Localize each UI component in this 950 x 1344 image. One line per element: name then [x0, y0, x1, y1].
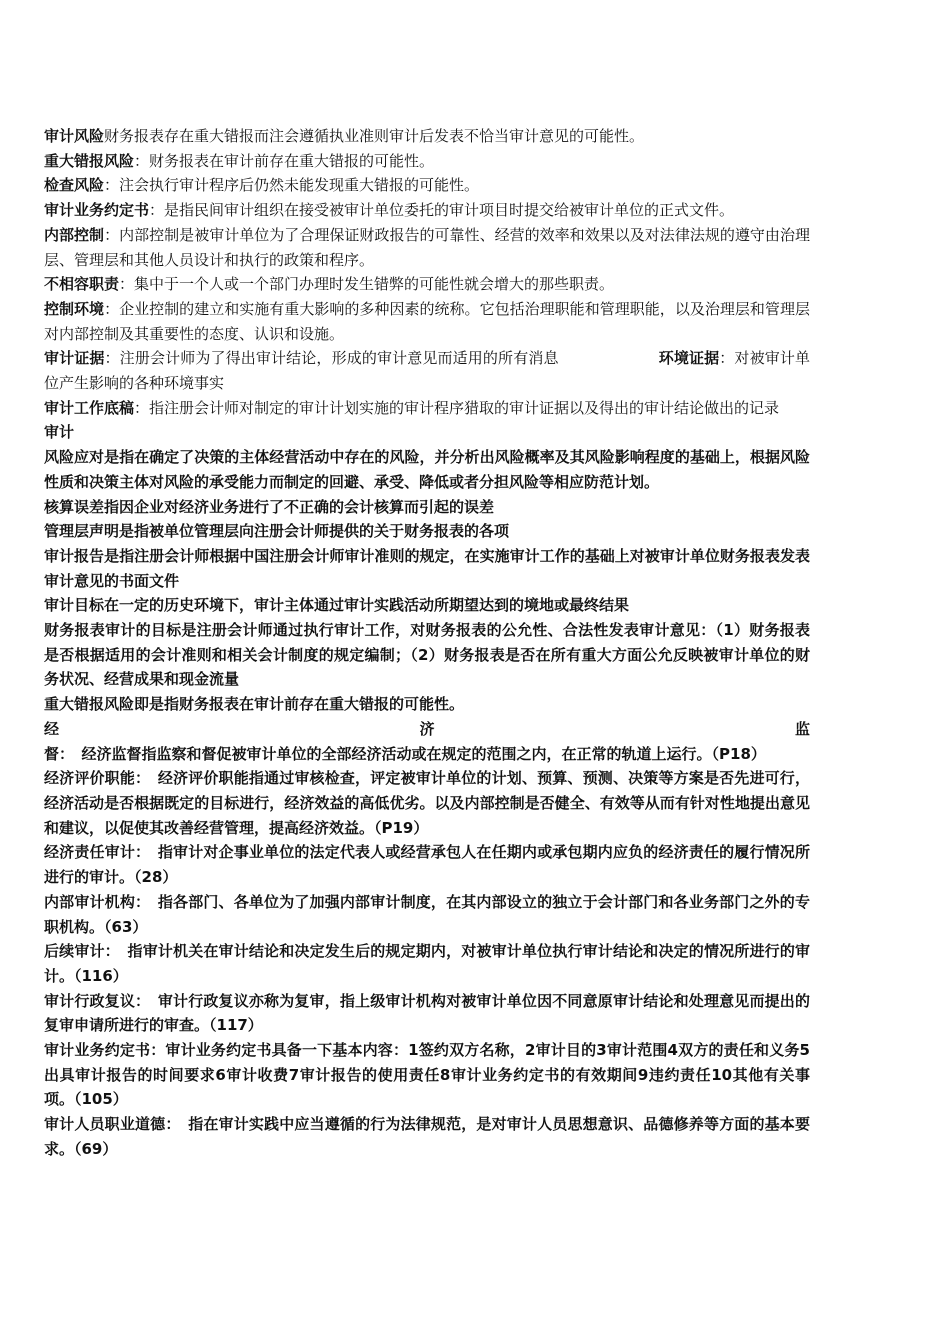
definition-environment-evidence: ：对被审计单位产生影响的各种环境事实	[44, 349, 810, 393]
entry-accounting-error	[44, 495, 810, 520]
definition: ：集中于一个人或一个部门办理时发生错弊的可能性就会增大的那些职责。	[119, 275, 615, 294]
term-environment-evidence: 环境证据	[658, 349, 720, 368]
term: 审计行政复议：	[44, 991, 143, 1010]
term: 后续审计：	[44, 942, 113, 961]
entry-detection-risk	[44, 173, 810, 198]
definition: 审计目标在一定的历史环境下，审计主体通过审计实践活动所期望达到的境地或最终结果	[44, 596, 630, 615]
definition: ：是指民间审计组织在接受被审计单位委托的审计项目时提交给被审计单位的正式文件。	[149, 201, 735, 220]
term: 不相容职责	[44, 275, 120, 294]
term: 内部控制	[44, 225, 105, 244]
definition: 指审计对企事业单位的法定代表人或经营承包人在任期内或承包期内应负的经济责任的履行情况所进行的审计。（28）	[44, 843, 810, 887]
definition: 财务报表审计的目标是注册会计师通过执行审计工作，对财务报表的公允性、合法性发表审计意见：（1）财务报表是否根据适用的会计准则和相关会计制度的规定编制；（2）财务报表是否在所有重大方面公允反映被审计单位的财务状况、经营成果和现金流量	[44, 621, 810, 689]
definition: 审计业务约定书具备一下基本内容：1签约双方名称，2审计目的3审计范围4双方的责任和义务5出具审计报告的时间要求6审计收费7审计报告的使用责任8审计业务约定书的有效期间9违约责任10其他有关事项。（105）	[44, 1041, 810, 1109]
definition: 指审计机关在审计结论和决定发生后的规定期内，对被审计单位执行审计结论和决定的情况所进行的审计。（116）	[44, 942, 810, 985]
entry-audit-heading	[44, 420, 810, 445]
entry-material-misstatement-risk	[44, 149, 810, 174]
entry-audit-objective	[44, 593, 810, 618]
definition: 风险应对是指在确定了决策的主体经营活动中存在的风险，并分析出风险概率及其风险影响程度的基础上，根据风险性质和决策主体对风险的承受能力而制定的回避、承受、降低或者分担风险等相应防范计划。	[44, 448, 810, 491]
definition: 指在审计实践中应当遵循的行为法律规范，是对审计人员思想意识、品德修养等方面的基本要求。（69）	[44, 1115, 810, 1158]
definition: 重大错报风险即是指财务报表在审计前存在重大错报的可能性。	[44, 695, 465, 714]
entry-financial-statement-audit-objective	[44, 618, 810, 692]
definition: 经济监督指监察和督促被审计单位的全部经济活动或在规定的范围之内，在正常的轨道上运行。（P18）	[66, 744, 766, 763]
term: 检查风险	[44, 176, 105, 195]
entry-control-environment	[44, 297, 810, 346]
definition: 管理层声明是指被单位管理层向注册会计师提供的关于财务报表的各项	[44, 522, 510, 541]
term: 内部审计机构：	[44, 892, 143, 911]
entry-audit-evidence	[44, 346, 810, 395]
entry-administrative-review	[44, 989, 810, 1038]
definition: 经济评价职能指通过审核检查，评定被审计单位的计划、预算、预测、决策等方案是否先进可行，经济活动是否根据既定的目标进行，经济效益的高低优劣。以及内部控制是否健全、有效等从而有针对性地提出意见和建议，以促使其改善经营管理，提高经济效益。（P19）	[44, 769, 810, 837]
entry-risk-response	[44, 445, 810, 494]
term: 审计工作底稿	[44, 398, 135, 417]
entry-internal-audit-agency	[44, 890, 810, 939]
definition: 指各部门、各单位为了加强内部审计制度，在其内部设立的独立于会计部门和各业务部门之外的专职机构。（63）	[44, 892, 810, 936]
term: 经济评价职能：	[44, 769, 143, 788]
entry-engagement-letter	[44, 198, 810, 223]
term: 重大错报风险	[44, 151, 135, 170]
term: 审计业务约定书	[44, 201, 150, 220]
entry-material-misstatement-risk-2	[44, 692, 810, 717]
term: 经济责任审计：	[44, 843, 143, 862]
term: 经济监督：	[44, 719, 810, 763]
term: 审计风险	[44, 127, 105, 145]
definition: ：注会执行审计程序后仍然未能发现重大错报的可能性。	[104, 176, 480, 195]
definition: ：财务报表在审计前存在重大错报的可能性。	[134, 151, 435, 170]
term: 审计人员职业道德：	[44, 1115, 174, 1134]
entry-economic-responsibility-audit	[44, 840, 810, 889]
term: 审计业务约定书：	[44, 1041, 166, 1060]
entry-audit-risk	[44, 124, 810, 149]
entry-follow-up-audit	[44, 939, 810, 988]
term: 审计证据	[44, 349, 105, 368]
entry-economic-evaluation	[44, 766, 810, 840]
entry-internal-control	[44, 223, 810, 272]
entry-working-papers	[44, 396, 810, 421]
definition: ：注册会计师为了得出审计结论，形成的审计意见而适用的所有消息	[104, 349, 559, 368]
definition: ：指注册会计师对制定的审计计划实施的审计程序猎取的审计证据以及得出的审计结论做出的记录	[134, 398, 780, 417]
definition: 核算误差指因企业对经济业务进行了不正确的会计核算而引起的误差	[44, 497, 495, 516]
definition: ：企业控制的建立和实施有重大影响的多种因素的统称。它包括治理职能和管理职能，以及治理层和管理层对内部控制及其重要性的态度、认识和设施。	[44, 299, 810, 343]
term: 控制环境	[44, 299, 105, 318]
definition: ：内部控制是被审计单位为了合理保证财政报告的可靠性、经营的效率和效果以及对法律法规的遵守由治理层、管理层和其他人员设计和执行的政策和程序。	[44, 225, 810, 269]
entry-management-representation	[44, 519, 810, 544]
entry-engagement-letter-contents	[44, 1038, 810, 1112]
entry-audit-report	[44, 544, 810, 593]
entry-auditor-ethics	[44, 1112, 810, 1161]
entry-economic-supervision	[44, 717, 810, 766]
entry-incompatible-duties	[44, 272, 810, 297]
definition: 财务报表存在重大错报而注会遵循执业准则审计后发表不恰当审计意见的可能性。	[104, 127, 645, 145]
term: 审计	[44, 423, 75, 442]
definition: 审计报告是指注册会计师根据中国注册会计师审计准则的规定，在实施审计工作的基础上对被审计单位财务报表发表审计意见的书面文件	[44, 546, 810, 590]
definition: 审计行政复议亦称为复审，指上级审计机构对被审计单位因不同意原审计结论和处理意见而提出的复审申请所进行的审查。（117）	[44, 991, 810, 1035]
